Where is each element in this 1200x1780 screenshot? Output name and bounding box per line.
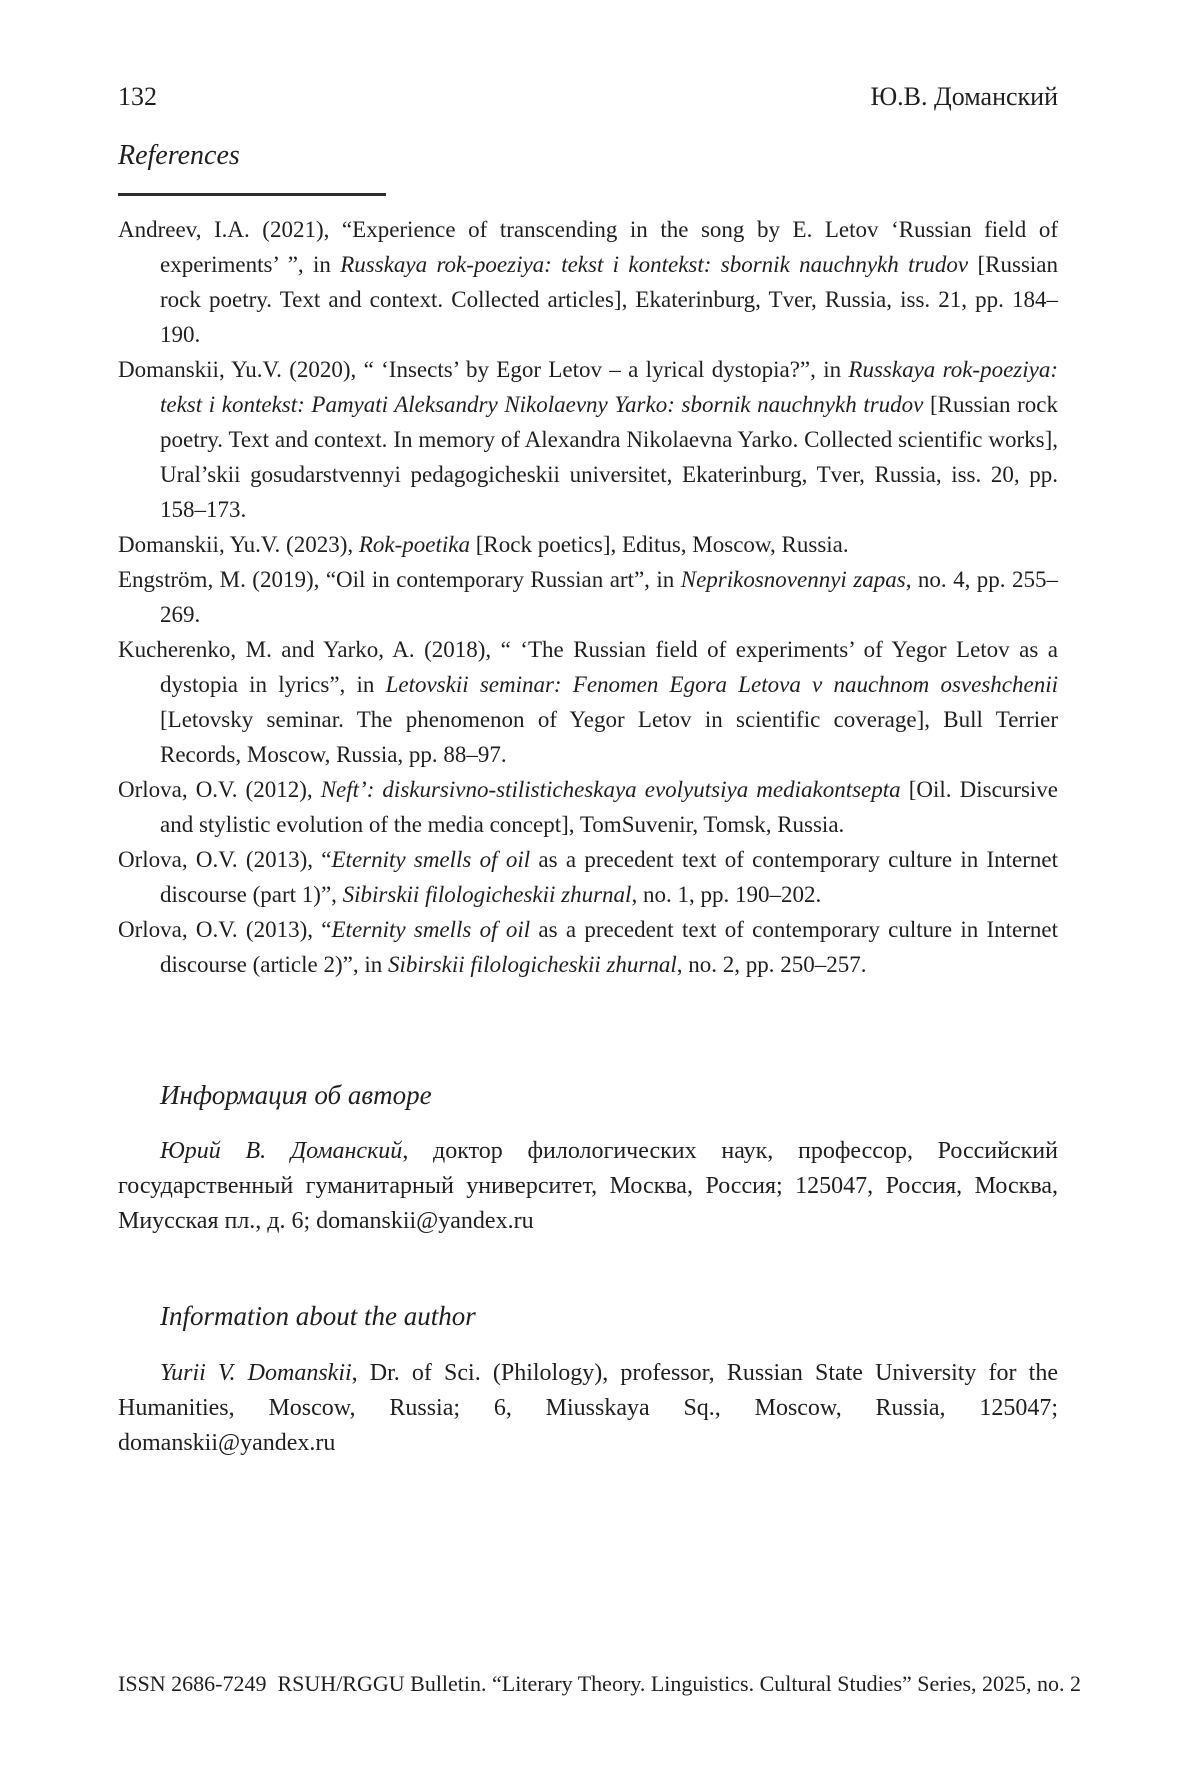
author-info-en-paragraph: Yurii V. Domanskii, Dr. of Sci. (Philology), professor, Russian State University for the Humanities, Moscow, Russia; 6, Miusskaya Sq., Moscow, Russia, 125047; domanskii@yandex.ru <box>118 1360 1058 1456</box>
reference-entry: Andreev, I.A. (2021), “Experience of transcending in the song by E. Letov ‘Russian field of experiments’ ”, in Russkaya rok-poeziya: tekst i kontekst: sbornik nauchnykh trudov [Russian rock poetry. Text and context. Collected articles], Ekaterinburg, Tver, Russia, iss. 21, pp. 184–190. <box>118 217 1059 347</box>
reference-entry: Engström, M. (2019), “Oil in contemporary Russian art”, in Neprikosnovennyi zapas, no. 4, pp. 255–269. <box>118 567 1059 627</box>
reference-entry: Orlova, O.V. (2013), “Eternity smells of oil as a precedent text of contemporary culture in Internet discourse (article 2)”, in Sibirskii filologicheskii zhurnal, no. 2, pp. 250–257. <box>118 917 1059 977</box>
reference-entry: Domanskii, Yu.V. (2023), Rok-poetika [Rock poetics], Editus, Moscow, Russia. <box>118 532 849 557</box>
author-info-ru-heading: Информация об авторе <box>160 1080 432 1110</box>
references-list <box>118 212 1058 982</box>
reference-entry: Orlova, O.V. (2013), “Eternity smells of oil as a precedent text of contemporary culture in Internet discourse (part 1)”, Sibirskii filologicheskii zhurnal, no. 1, pp. 190–202. <box>118 847 1059 907</box>
reference-entry: Domanskii, Yu.V. (2020), “ ‘Insects’ by Egor Letov – a lyrical dystopia?”, in Russkaya rok-poeziya: tekst i kontekst: Pamyati Aleksandry Nikolaevny Yarko: sbornik nauchnykh trudov [Russian rock poetry. Text and context. In memory of Alexandra Nikolaevna Yarko. Collected scientific works], Ural’skii gosudarstvennyi pedagogicheskii universitet, Ekaterinburg, Tver, Russia, iss. 20, pp. 158–173. <box>118 357 1059 522</box>
references-heading: References <box>118 140 240 171</box>
page-footer: ISSN 2686-7249 RSUH/RGGU Bulletin. “Literary Theory. Linguistics. Cultural Studies” Series, 2025, no. 2 <box>118 1671 1082 1696</box>
author-info-en-heading: Information about the author <box>160 1301 476 1331</box>
page-number: 132 <box>118 82 157 111</box>
running-head-author: Ю.В. Доманский <box>870 82 1058 111</box>
running-header <box>118 82 1058 112</box>
author-info-ru-paragraph: Юрий В. Доманский, доктор филологических наук, профессор, Российский государственный гуманитарный университет, Москва, Россия; 125047, Россия, Москва, Миусская пл., д. 6; domanskii@yandex.ru <box>118 1138 1058 1234</box>
references-underline <box>118 193 386 196</box>
reference-entry: Orlova, O.V. (2012), Neft’: diskursivno-stilisticheskaya evolyutsiya mediakontsepta [Oil. Discursive and stylistic evolution of the media concept], TomSuvenir, Tomsk, Russia. <box>118 777 1058 837</box>
reference-entry: Kucherenko, M. and Yarko, A. (2018), “ ‘The Russian field of experiments’ of Yegor Letov as a dystopia in lyrics”, in Letovskii seminar: Fenomen Egora Letova v nauchnom osveshchenii [Letovsky seminar. The phenomenon of Yegor Letov in scientific coverage], Bull Terrier Records, Moscow, Russia, pp. 88–97. <box>118 637 1058 767</box>
